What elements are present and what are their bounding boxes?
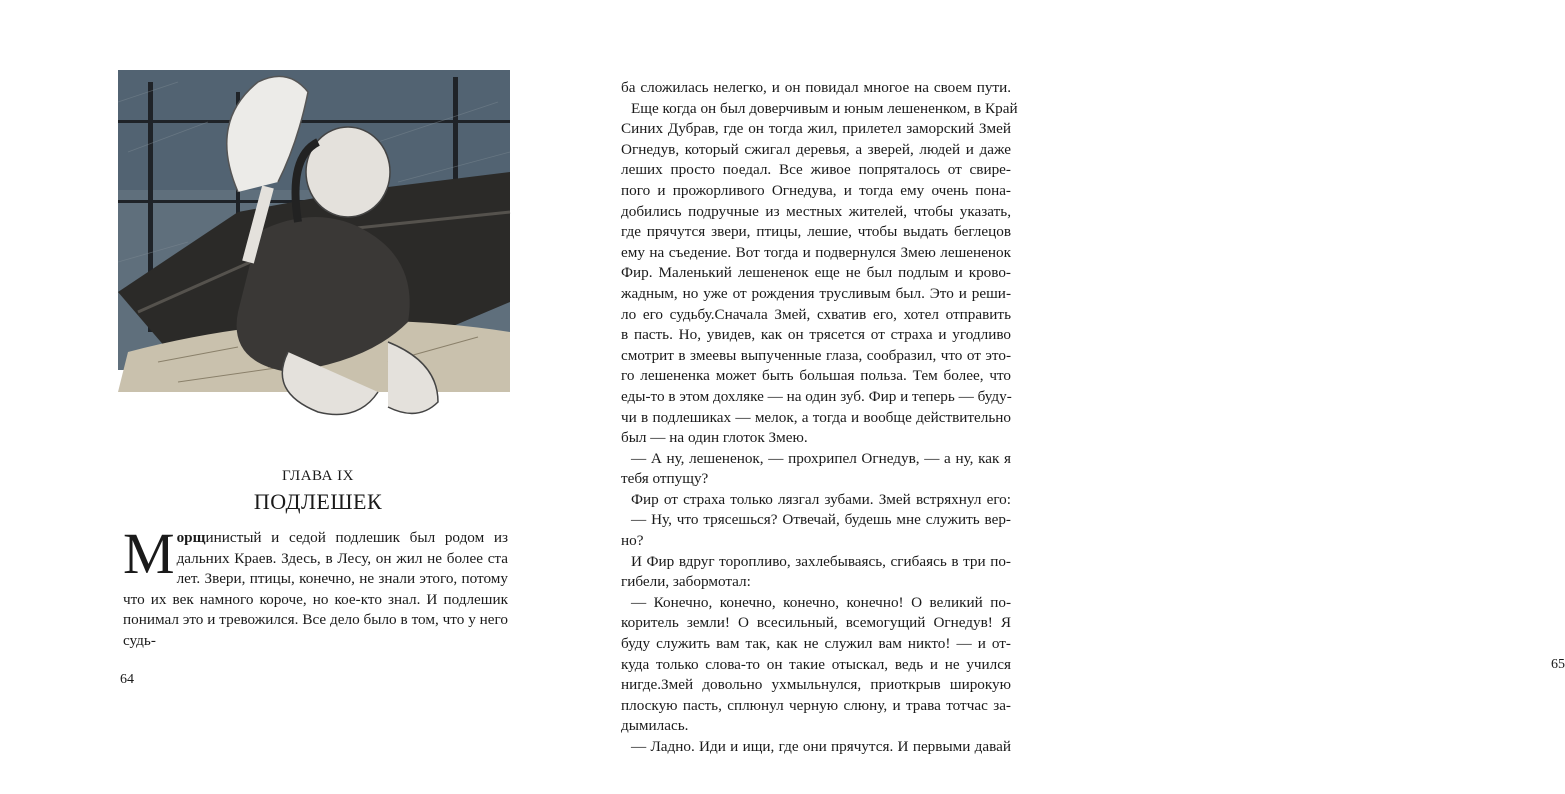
text-line: — Ну, что трясешься? Отвечай, будешь мне служить вер- (631, 511, 1011, 529)
text-line: ло его судьбу.Сначала Змей, схватив его, хотел отправить (621, 305, 1011, 323)
text-line: Фир от страха только лязгал зубами. Змей встряхнул его: (631, 490, 1011, 508)
text-line: добились подручные из местных жителей, чтобы указать, (621, 202, 1011, 220)
text-line: пого и прожорливого Огнедува, и тогда ему очень пона- (621, 181, 1011, 199)
text-line: тебя отпущу? (621, 470, 709, 488)
text-line: плоскую пасть, сплюнул черную слюну, и трава тотчас за- (621, 696, 1011, 714)
text-line: куда только слова-то он такие отыскал, ведь и не учился (621, 655, 1011, 673)
text-line: И Фир вдруг торопливо, захлебываясь, сгибаясь в три по- (631, 552, 1011, 570)
text-line: еды-то в этом дохляке — на один зуб. Фир и теперь — буду- (621, 387, 1012, 405)
chapter-label: ГЛАВА IX (281, 468, 355, 484)
text-line: го лешененка может быть большая польза. Тем более, что (621, 367, 1011, 385)
first-word-start: орщ (176, 529, 206, 546)
text-line: буду служить вам так, как не служил вам никто! — и от- (621, 635, 1011, 653)
text-line: Фир. Маленький лешененок еще не был подлым и крово- (621, 264, 1011, 282)
chapter-title: ПОДЛЕШЕК (253, 489, 383, 514)
right-page-text (621, 78, 1018, 758)
text-line: — Конечно, конечно, конечно, конечно! О великий по- (631, 593, 1011, 611)
text-line: где прячутся звери, птицы, лешие, чтобы выдать беглецов (621, 223, 1011, 241)
text-line: смотрит в змеевы выпученные глаза, сообразил, что от это- (621, 346, 1011, 364)
left-page (0, 0, 563, 794)
text-line: — А ну, лешененок, — прохрипел Огнедув, — а ну, как я (631, 449, 1011, 467)
text-line: был — на один глоток Змею. (621, 429, 808, 447)
page-number-right: 65 (1551, 657, 1565, 672)
text-line: чи в подлешиках — мелок, а тогда и вообще действительно (621, 408, 1011, 426)
text-line: коритель земли! О всесильный, всемогущий Огнедув! Я (621, 614, 1011, 632)
text-line: нигде.Змей довольно ухмыльнулся, приоткрыв широкую (621, 676, 1011, 694)
text-line: дымилась. (621, 717, 689, 735)
text-line: жадным, но уже от рождения трусливым был. Это и реши- (621, 284, 1011, 302)
chapter-illustration (118, 62, 518, 444)
text-line: — Ладно. Иди и ищи, где они прячутся. И первыми давай (631, 738, 1011, 755)
text-line: леших просто поедал. Все живое попряталось от свире- (621, 161, 1011, 179)
page-number-left: 64 (120, 672, 134, 687)
text-line: гибели, забормотал: (621, 573, 751, 591)
chapter-opening-paragraph (123, 521, 508, 651)
text-line: но? (621, 532, 644, 550)
text-line: Огнедув, который сжигал деревья, а зверей, людей и даже (621, 140, 1011, 158)
opening-text: инистый и седой подлешик был родом из дальних Краев. Здесь, в Лесу, он жил не более ста лет. Звери, птицы, конечно, не знали этого, потому что их век намного короче, но кое-кто знал. И подлешик понимал это и тревожился. Все дело было в том, что у него судь- (123, 529, 508, 649)
text-line: Синих Дубрав, где он тогда жил, прилетел заморский Змей (621, 120, 1011, 138)
text-line: ему на съедение. Вот тогда и подвернулся Змею лешененок (621, 243, 1011, 261)
drop-cap: М (123, 521, 175, 586)
text-line: в пасть. Но, увидев, как он трясется от страха и угодливо (621, 326, 1011, 344)
text-line: Еще когда он был доверчивым и юным лешененком, в Край (631, 99, 1018, 117)
text-line: ба сложилась нелегко, и он повидал многое на своем пути. (621, 79, 1011, 96)
